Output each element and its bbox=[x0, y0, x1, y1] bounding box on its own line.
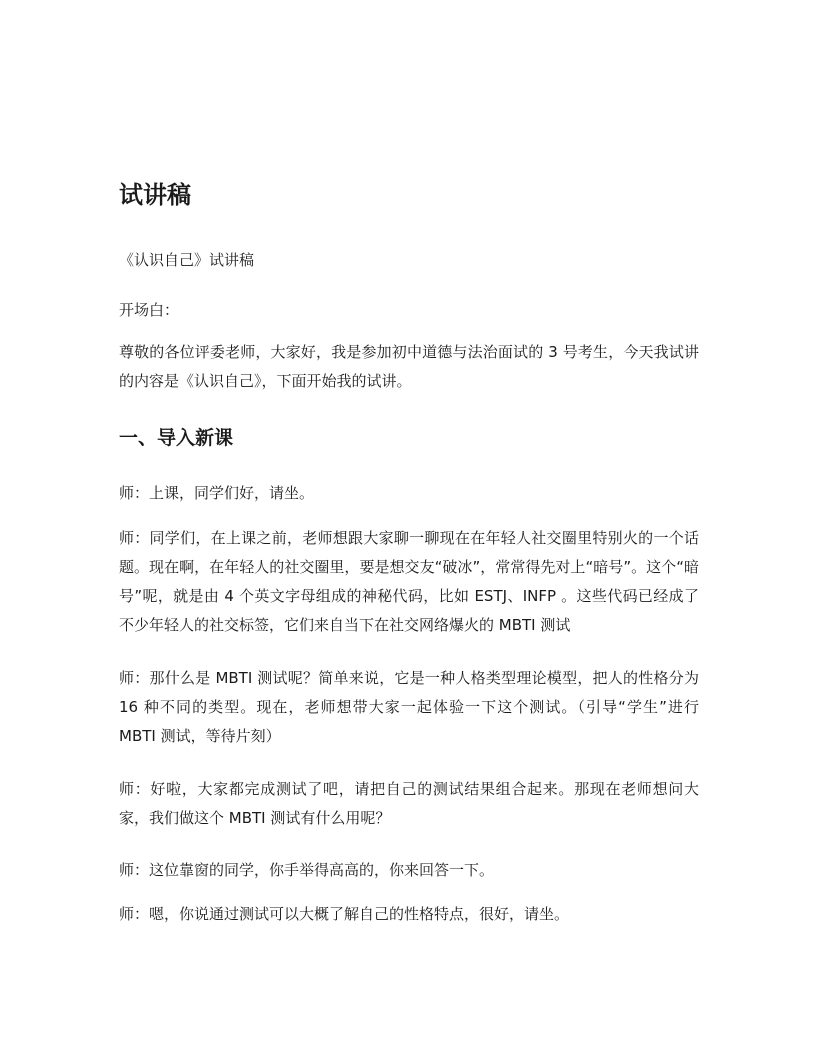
document-page bbox=[119, 0, 699, 1056]
greeting-paragraph: 尊敬的各位评委老师，大家好，我是参加初中道德与法治面试的 3 号考生，今天我试讲的内容是《认识自己》，下面开始我的试讲。 bbox=[119, 343, 699, 390]
opening-label: 开场白： bbox=[119, 301, 180, 319]
dialogue-paragraph: 师：嗯，你说通过测试可以大概了解自己的性格特点，很好，请坐。 bbox=[119, 905, 570, 923]
dialogue-paragraph: 师：上课，同学们好，请坐。 bbox=[119, 484, 315, 502]
document-subtitle: 《认识自己》试讲稿 bbox=[119, 251, 255, 269]
document-title: 试讲稿 bbox=[119, 181, 191, 209]
dialogue-paragraph: 师：好啦，大家都完成测试了吧，请把自己的测试结果组合起来。那现在老师想问大家，我们做这个 MBTI 测试有什么用呢？ bbox=[119, 780, 699, 827]
dialogue-paragraph: 师：那什么是 MBTI 测试呢？简单来说，它是一种人格类型理论模型，把人的性格分为 16 种不同的类型。现在，老师想带大家一起体验一下这个测试。（引导“学生”进行 MBTI 测试，等待片刻） bbox=[119, 669, 699, 745]
section-heading: 一、导入新课 bbox=[119, 427, 234, 449]
dialogue-paragraph: 师：同学们，在上课之前，老师想跟大家聊一聊现在在年轻人社交圈里特别火的一个话题。现在啊，在年轻人的社交圈里，要是想交友“破冰”，常常得先对上“暗号”。这个“暗号”呢，就是由 4 个英文字母组成的神秘代码，比如 ESTJ、INFP 。这些代码已经成了不少年轻人的社交标签，它们来自当下在社交网络爆火的 MBTI 测试 bbox=[119, 529, 699, 634]
dialogue-paragraph: 师：这位靠窗的同学，你手举得高高的，你来回答一下。 bbox=[119, 861, 495, 879]
